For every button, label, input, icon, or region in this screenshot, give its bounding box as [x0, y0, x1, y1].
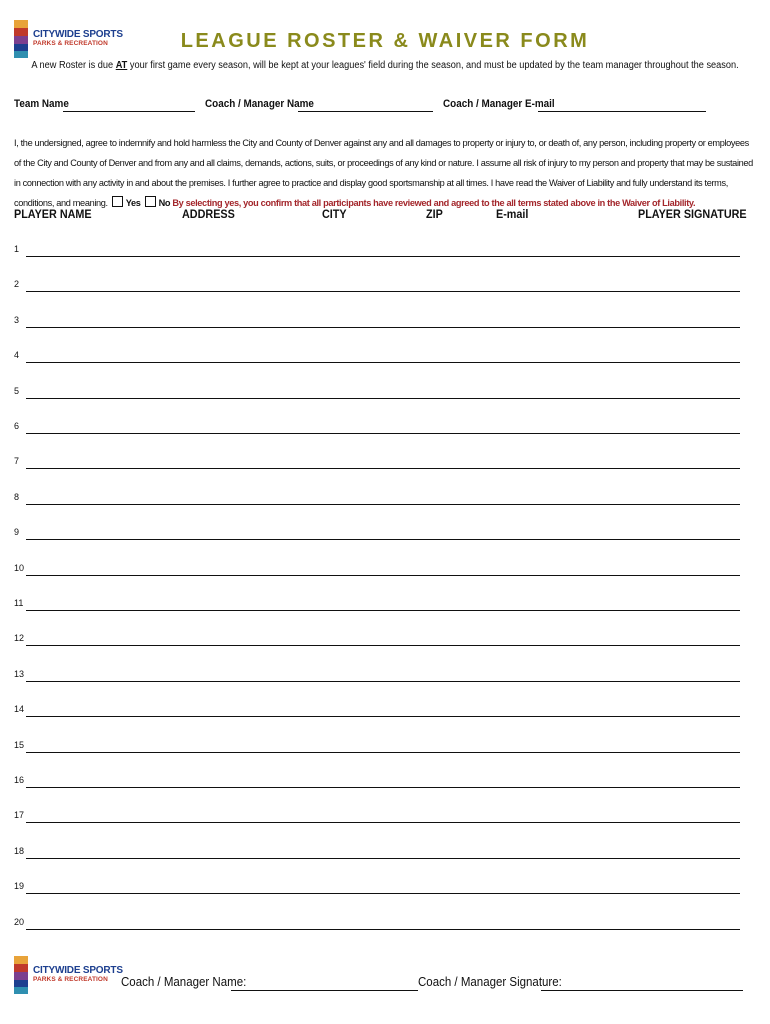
row-number: 13 — [14, 668, 25, 679]
roster-row — [0, 246, 770, 266]
row-number: 2 — [14, 279, 20, 290]
player-signature-line[interactable] — [576, 575, 739, 576]
player-signature-line[interactable] — [576, 858, 739, 859]
coach-email-label: Coach / Manager E-mail — [443, 98, 555, 110]
player-signature-line[interactable] — [576, 539, 739, 540]
player-signature-line[interactable] — [576, 256, 739, 257]
roster-row — [0, 458, 770, 478]
yes-checkbox[interactable] — [112, 196, 123, 207]
col-email: E-mail — [496, 207, 529, 221]
form-subtitle: A new Roster is due AT your first game every season, will be kept at your leagues' field during the season, and must be updated by the team manager throughout the season. — [31, 60, 739, 71]
roster-row — [0, 635, 770, 655]
yes-label: Yes — [125, 198, 141, 208]
roster-row — [0, 491, 770, 514]
row-number: 16 — [14, 775, 25, 785]
roster-row — [0, 812, 770, 832]
row-number: 15 — [14, 739, 25, 750]
logo-mark-icon — [14, 956, 28, 994]
row-number: 19 — [14, 881, 25, 892]
row-number: 20 — [14, 916, 25, 927]
logo-title: CITYWIDE SPORTS — [33, 29, 123, 41]
row-number: 11 — [14, 598, 24, 608]
col-city: CITY — [322, 207, 347, 221]
citywide-sports-logo-footer — [14, 956, 123, 994]
row-number: 7 — [14, 456, 20, 467]
form-title: LEAGUE ROSTER & WAIVER FORM — [180, 30, 590, 52]
roster-row — [0, 385, 770, 408]
player-signature-line[interactable] — [576, 433, 739, 434]
roster-row — [0, 916, 770, 939]
waiver-confirmation: By selecting yes, you confirm that all participants have reviewed and agreed to the all terms stated above in the Waiver of Liability. — [172, 198, 696, 208]
footer-coach-name-field[interactable] — [231, 990, 418, 991]
roster-row — [0, 352, 770, 372]
row-number: 9 — [14, 527, 20, 538]
roster-row — [0, 777, 770, 797]
player-signature-line[interactable] — [576, 787, 739, 788]
col-zip: ZIP — [426, 207, 443, 221]
row-number: 5 — [14, 385, 20, 396]
player-signature-line[interactable] — [576, 504, 739, 505]
row-number: 4 — [14, 350, 20, 361]
coach-email-field[interactable] — [538, 111, 706, 112]
roster-row — [0, 314, 770, 337]
player-signature-line[interactable] — [576, 929, 739, 930]
waiver-text: I, the undersigned, agree to indemnify and hold harmless the City and County of Denver against any and all damages to property or injury to, or death of, any person, including property or employees of the City and County of Denver and from any and all claims, demands, actions, suits, or proceedings of any kind or nature. I assume all risk of injury to my person and property that may be sustained in connection with any activity in and about the premises. I further agree to practice and display good sportsmanship at all times. I have read the Waiver of Liability and fully understand its terms, conditions, and meaning. Yes No By selecting yes, you confirm that all participants have reviewed and agreed to the all terms stated above in the Waiver of Liability. — [14, 138, 753, 208]
player-signature-line[interactable] — [576, 716, 739, 717]
logo-title: CITYWIDE SPORTS — [33, 965, 123, 977]
roster-row — [0, 562, 770, 585]
logo-subtitle: PARKS & RECREATION — [33, 39, 108, 47]
row-number: 18 — [14, 845, 25, 856]
no-checkbox[interactable] — [145, 196, 156, 207]
roster-row — [0, 600, 770, 620]
row-number: 14 — [14, 704, 25, 715]
row-number: 12 — [14, 633, 25, 644]
col-address: ADDRESS — [182, 207, 235, 221]
row-number: 1 — [14, 244, 20, 254]
player-signature-line[interactable] — [576, 752, 739, 753]
team-name-field[interactable] — [63, 111, 195, 112]
row-number: 17 — [14, 810, 25, 821]
row-number: 3 — [14, 314, 20, 325]
roster-row — [0, 845, 770, 868]
player-signature-line[interactable] — [576, 468, 739, 469]
footer-coach-signature-field[interactable] — [541, 990, 743, 991]
player-signature-line[interactable] — [576, 645, 739, 646]
player-signature-line[interactable] — [576, 610, 739, 611]
player-signature-line[interactable] — [576, 362, 739, 363]
footer-coach-signature-label: Coach / Manager Signature: — [418, 975, 562, 989]
roster-row — [0, 706, 770, 726]
player-signature-line[interactable] — [576, 893, 739, 894]
coach-name-label: Coach / Manager Name — [205, 98, 314, 110]
col-signature: PLAYER SIGNATURE — [638, 207, 747, 221]
player-signature-line[interactable] — [576, 681, 739, 682]
no-label: No — [158, 198, 171, 208]
player-signature-line[interactable] — [576, 327, 739, 328]
row-number: 8 — [14, 491, 20, 502]
player-signature-line[interactable] — [576, 822, 739, 823]
logo-subtitle: PARKS & RECREATION — [33, 975, 108, 983]
row-number: 10 — [14, 562, 25, 573]
roster-row — [0, 739, 770, 762]
footer-coach-name-label: Coach / Manager Name: — [121, 975, 247, 989]
player-signature-line[interactable] — [576, 398, 739, 399]
team-name-label: Team Name — [14, 98, 69, 110]
row-number: 6 — [14, 421, 20, 431]
roster-row — [0, 668, 770, 691]
player-signature-line[interactable] — [576, 291, 739, 292]
roster-row — [0, 529, 770, 549]
coach-name-field[interactable] — [298, 111, 433, 112]
col-player-name: PLAYER NAME — [14, 207, 92, 221]
roster-row — [0, 281, 770, 301]
roster-row — [0, 423, 770, 443]
roster-row — [0, 883, 770, 903]
